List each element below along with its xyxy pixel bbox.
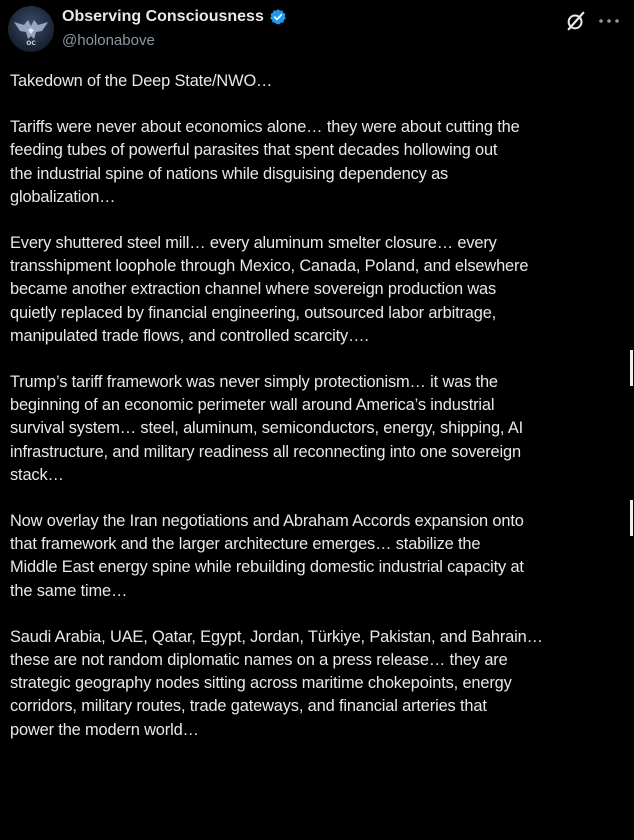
post-paragraph: Saudi Arabia, UAE, Qatar, Egypt, Jordan, Türkiye, Pakistan, and Bahrain… these are not random diplomatic names on a press release… they are strategic geography nodes sitting across maritime chokepoints, energy corridors, military routes, trade gateways, and financial arteries that power the modern world… [10,627,543,739]
scrollbar-segment [630,350,633,386]
author-name-row [62,8,287,26]
post-header [0,0,634,60]
author-display-name[interactable]: Observing Consciousness [62,8,264,25]
eagle-emblem-icon [8,6,54,52]
grok-slash-icon[interactable] [565,10,587,32]
post-text [10,70,626,742]
verified-badge-icon [269,8,287,26]
avatar[interactable] [8,6,54,52]
post-paragraph: Trump’s tariff framework was never simply protectionism… it was the beginning of an economic perimeter wall around America’s industrial survival system… steel, aluminum, semiconductors, energy, shipping, AI infrastructure, and military readiness all reconnecting into one sovereign stack… [10,373,523,484]
post-paragraph: Now overlay the Iran negotiations and Abraham Accords expansion onto that framework and the larger architecture emerges… stabilize the Middle East energy spine while rebuilding domestic industrial capacity at the same time… [10,512,524,600]
post-paragraph: Tariffs were never about economics alone… they were about cutting the feeding tubes of powerful parasites that spent decades hollowing out the industrial spine of nations while disguising dependency as globalization… [10,118,520,206]
post-paragraph: Every shuttered steel mill… every aluminum smelter closure… every transshipment loophole through Mexico, Canada, Poland, and elsewhere became another extraction channel where sovereign production was quietly replaced by financial engineering, outsourced labor arbitrage, manipulated trade flows, and controlled scarcity…. [10,234,529,345]
more-dots-icon[interactable] [598,18,620,24]
scrollbar-segment [630,500,633,536]
svg-text:OC: OC [26,40,36,47]
post-paragraph: Takedown of the Deep State/NWO… [10,72,273,90]
author-handle[interactable]: @holonabove [62,32,155,49]
